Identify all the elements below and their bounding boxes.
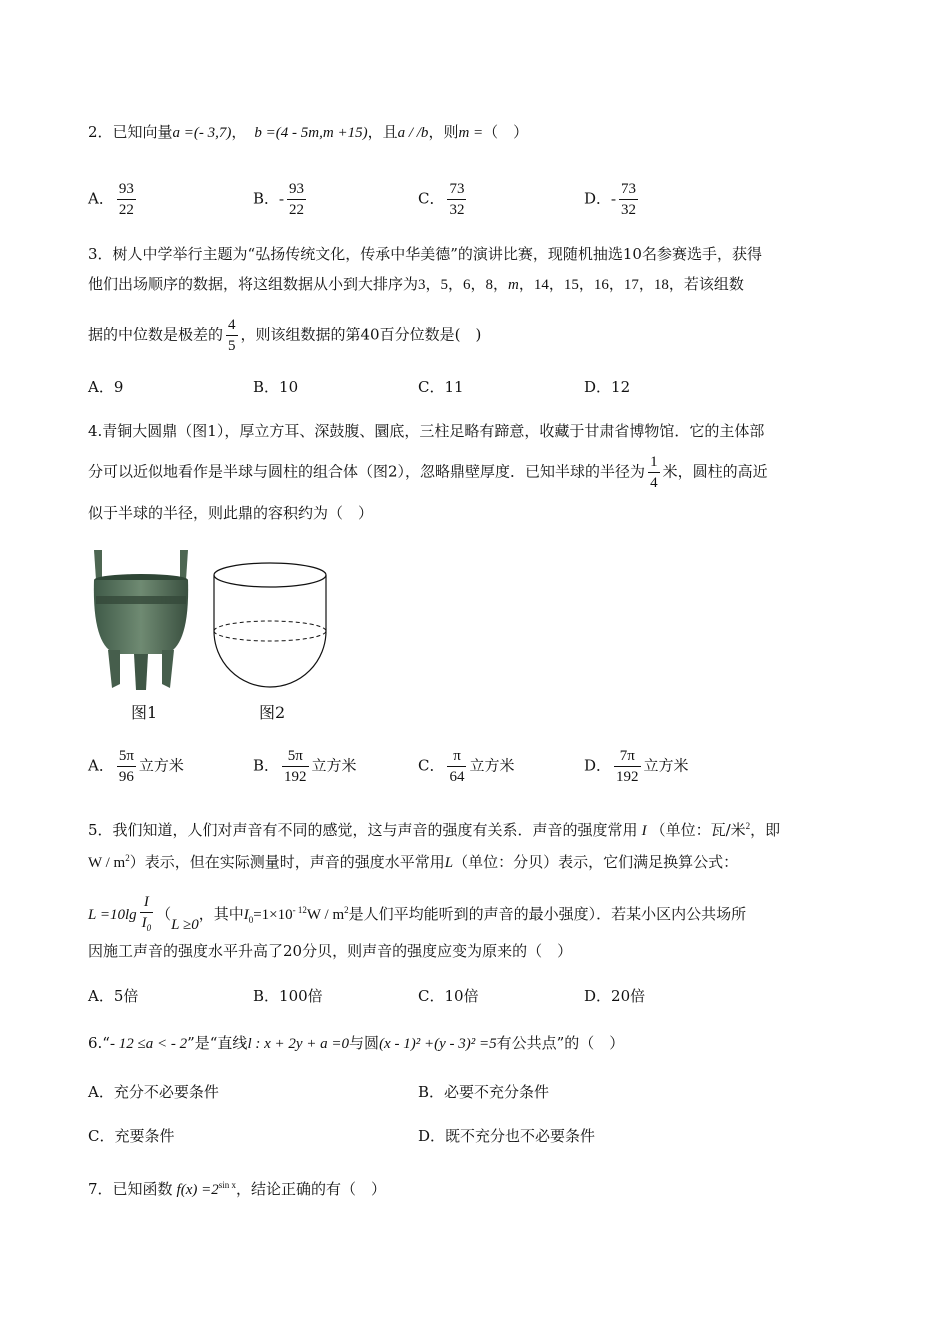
q5-line-1: 5．我们知道，人们对声音有不同的感觉，这与声音的强度有关系．声音的强度常用 I （单位：瓦/米$^2$，即 [88, 821, 781, 839]
q3-option-a[interactable]: A．9 [88, 378, 124, 396]
q3-line-2: 他们出场顺序的数据，将这组数据从小到大排序为3，5，6，8，m，14，15，16，17，18，若该组数 [88, 275, 744, 293]
ding-leg-middle [134, 654, 148, 690]
figure-2-caption: 图2 [259, 703, 286, 722]
q3-option-b[interactable]: B．10 [253, 378, 299, 396]
ding-band [96, 596, 186, 604]
figure-1-caption: 图1 [131, 703, 158, 722]
q4-option-b[interactable]: B． $\frac{5\pi}{192}$ 立方米 [253, 748, 357, 785]
ding-right-ear [180, 550, 188, 580]
q2-option-d[interactable]: D．- $\frac{73}{32}$ [584, 181, 637, 218]
q4-line-3: 似于半球的半径，则此鼎的容积约为（ ） [88, 504, 374, 522]
q5-option-c[interactable]: C．10倍 [418, 987, 479, 1005]
q2-vector-a: a =(- 3,7) [172, 125, 232, 141]
q4-option-a[interactable]: A． $\frac{5\pi}{96}$ 立方米 [88, 748, 184, 785]
cylinder-top-ellipse [214, 563, 326, 587]
q4-line-2: 分可以近似地看作是半球与圆柱的组合体（图2），忽略鼎壁厚度．已知半球的半径为 $\frac{1}{4}$ 米，圆柱的高近 [88, 454, 768, 491]
q4-option-d[interactable]: D． $\frac{7\pi}{192}$ 立方米 [584, 748, 689, 785]
q2-option-b[interactable]: B．- $\frac{93}{22}$ [253, 181, 305, 218]
q6-option-b[interactable]: B．必要不充分条件 [418, 1083, 550, 1101]
cylinder-hemisphere-diagram [210, 558, 330, 690]
q2-vector-b: b =(4 - 5m,m +15) [254, 125, 368, 141]
q5-line-2: W / $m^2$）表示，但在实际测量时，声音的强度水平常用L（单位：分贝）表示，它们满足换算公式： [88, 853, 739, 871]
q3-option-d[interactable]: D．12 [584, 378, 631, 396]
q6-option-c[interactable]: C．充要条件 [88, 1127, 175, 1145]
q2-option-a[interactable]: A． $\frac{93}{22}$ [88, 181, 134, 218]
q5-line-3: L =10lg $\frac{I}{I_0}$ （L ≥0，其中$I_0=1\times 10^{- 12}W / m^2$是人们平均能听到的声音的最小强度）．若某小区内公共场所 [88, 894, 747, 933]
hemisphere-arc [214, 631, 326, 687]
q6-option-a[interactable]: A．充分不必要条件 [88, 1083, 219, 1101]
ding-leg-right [162, 650, 174, 688]
q2-parallel: a / /b [397, 125, 429, 141]
q3-option-c[interactable]: C．11 [418, 378, 464, 396]
bronze-ding-image [86, 546, 196, 696]
ding-body [94, 580, 188, 654]
q5-option-a[interactable]: A．5倍 [88, 987, 139, 1005]
q3-line-1: 3．树人中学举行主题为“弘扬传统文化，传承中华美德”的演讲比赛，现随机抽选10名参赛选手，获得 [88, 245, 762, 263]
q6-stem: 6.“- 12 ≤a < - 2”是“直线l : x + 2y + a =0与圆(x - 1)² +(y - 3)² =5有公共点”的（ ） [88, 1034, 625, 1052]
q5-formula: L =10lg [88, 907, 137, 923]
q2-option-c[interactable]: C． $\frac{73}{32}$ [418, 181, 465, 218]
q5-line-4: 因施工声音的强度水平升高了20分贝，则声音的强度应变为原来的（ ） [88, 942, 573, 960]
q7-stem: 7．已知函数 $f(x) =2^{sin x}$，结论正确的有（ ） [88, 1180, 387, 1198]
q6-option-d[interactable]: D．既不充分也不必要条件 [418, 1127, 596, 1145]
q3-line-3: 据的中位数是极差的 $\frac{4}{5}$ ，则该组数据的第40百分位数是( ) [88, 317, 482, 354]
ding-left-ear [94, 550, 102, 580]
q4-option-c[interactable]: C． $\frac{\pi}{64}$ 立方米 [418, 748, 515, 785]
q2-stem: 2．已知向量a =(- 3,7)， b =(4 - 5m,m +15)，且a / /b，则m =（ ） [88, 123, 529, 141]
ding-leg-left [108, 650, 120, 688]
hidden-front-ellipse [214, 631, 326, 641]
q5-option-b[interactable]: B．100倍 [253, 987, 323, 1005]
q5-option-d[interactable]: D．20倍 [584, 987, 646, 1005]
q4-line-1: 4.青铜大圆鼎（图1），厚立方耳、深鼓腹、圜底，三柱足略有蹄意，收藏于甘肃省博物馆．它的主体部 [88, 422, 765, 440]
hidden-back-ellipse [214, 621, 326, 631]
